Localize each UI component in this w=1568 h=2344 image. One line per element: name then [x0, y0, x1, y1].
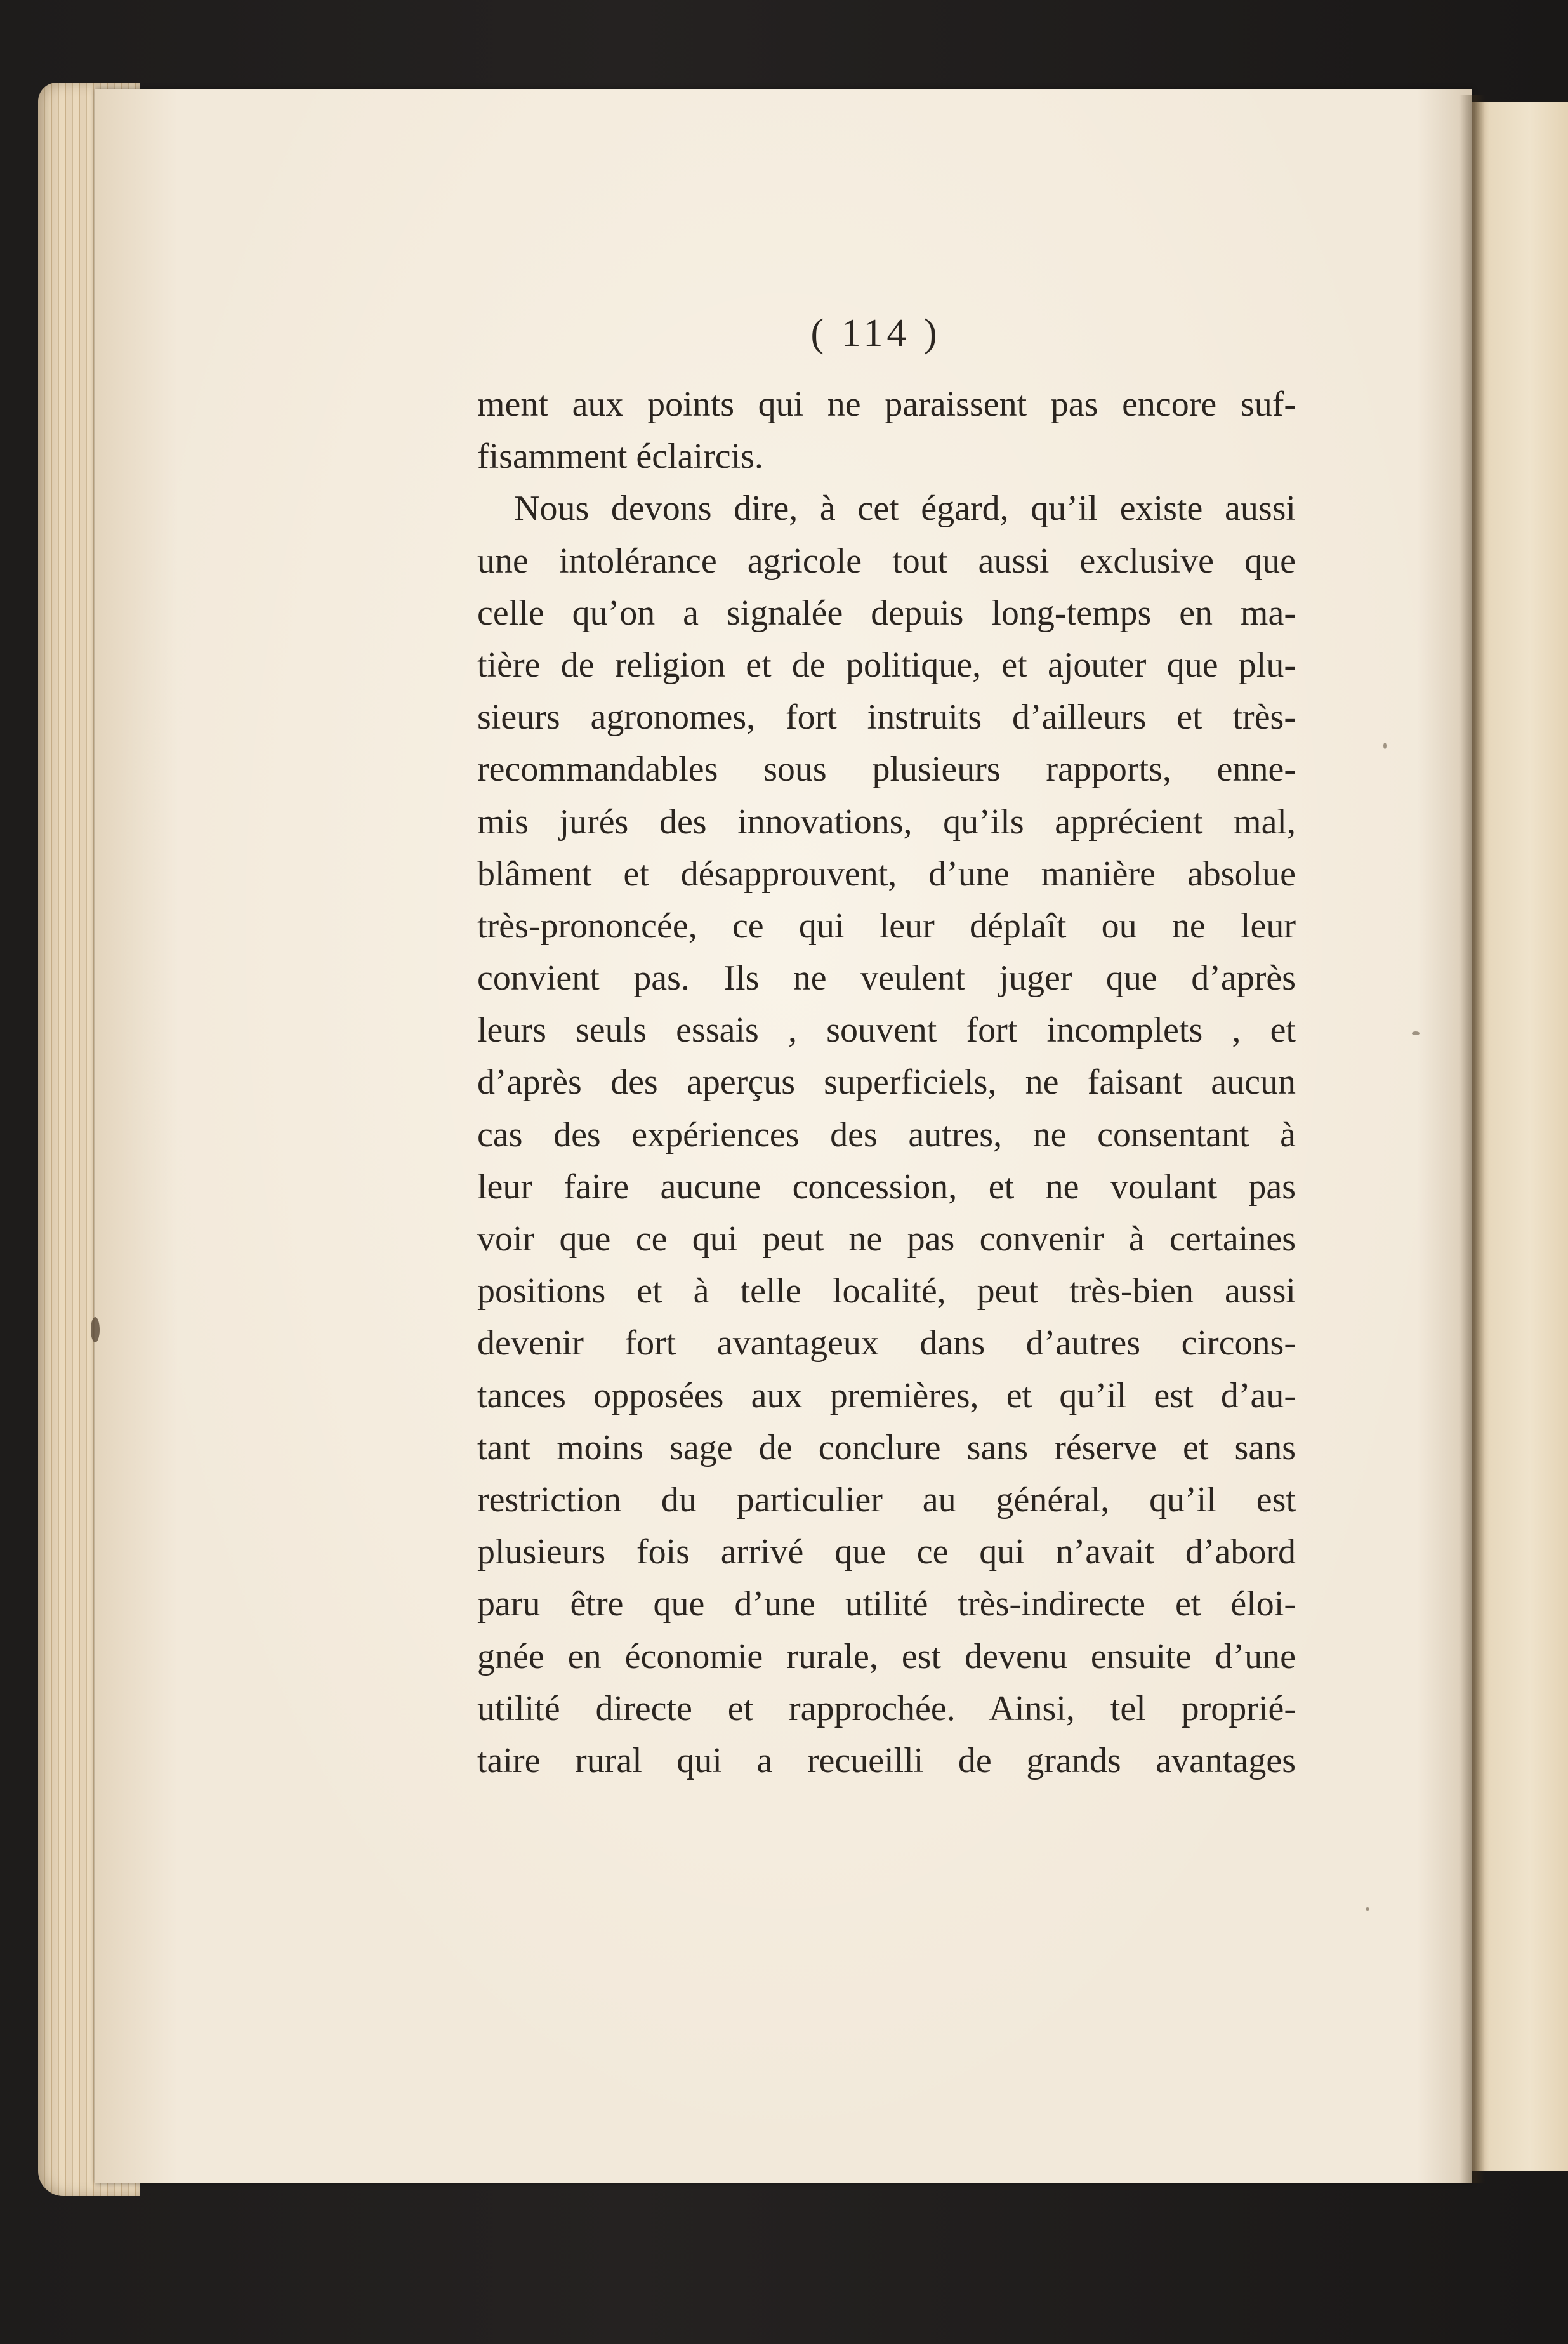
text-line: blâment et désapprouvent, d’une manière absolue: [477, 854, 1296, 894]
text-line: devenir fort avantageux dans d’autres circons-: [477, 1323, 1296, 1363]
text-line: paru être que d’une utilité très-indirecte et éloi-: [477, 1584, 1296, 1624]
text-line: leurs seuls essais , souvent fort incomplets , et: [477, 1010, 1296, 1050]
text-line: gnée en économie rurale, est devenu ensuite d’une: [477, 1636, 1296, 1676]
paper-speck: [1412, 1031, 1420, 1035]
text-line: recommandables sous plusieurs rapports, enne-: [477, 750, 1296, 790]
text-line: restriction du particulier au général, qu’il est: [477, 1480, 1296, 1520]
text-line: celle qu’on a signalée depuis long-temps en ma-: [477, 593, 1296, 633]
paper-speck: [91, 1317, 100, 1342]
text-line: une intolérance agricole tout aussi exclusive que: [477, 541, 1296, 581]
text-line: sieurs agronomes, fort instruits d’ailleurs et très-: [477, 698, 1296, 738]
text-line: tière de religion et de politique, et ajouter que plu-: [477, 645, 1296, 685]
text-line: Nous devons dire, à cet égard, qu’il existe aussi: [514, 489, 1296, 529]
gutter-shadow: [1459, 95, 1485, 2183]
text-line: tant moins sage de conclure sans réserve et sans: [477, 1427, 1296, 1467]
text-line: mis jurés des innovations, qu’ils apprécient mal,: [477, 802, 1296, 842]
text-line: cas des expériences des autres, ne consentant à: [477, 1115, 1296, 1155]
text-line: tances opposées aux premières, et qu’il est d’au-: [477, 1375, 1296, 1415]
body-text: [477, 378, 1296, 1787]
text-line: leur faire aucune concession, et ne voulant pas: [477, 1167, 1296, 1207]
text-line: positions et à telle localité, peut très-bien aussi: [477, 1271, 1296, 1311]
facing-page-edge: [1472, 102, 1568, 2171]
page-number: ( 114 ): [810, 312, 941, 355]
text-line: fisamment éclaircis.: [477, 437, 763, 477]
text-line: très-prononcée, ce qui leur déplaît ou ne leur: [477, 906, 1296, 946]
text-line: ment aux points qui ne paraissent pas encore suf-: [477, 385, 1296, 424]
paper-speck: [1366, 1907, 1369, 1911]
text-line: voir que ce qui peut ne pas convenir à certaines: [477, 1219, 1296, 1259]
text-line: utilité directe et rapprochée. Ainsi, tel proprié-: [477, 1688, 1296, 1728]
text-line: plusieurs fois arrivé que ce qui n’avait d’abord: [477, 1532, 1296, 1572]
paper-speck: [1383, 743, 1387, 749]
text-line: taire rural qui a recueilli de grands avantages: [477, 1740, 1296, 1780]
text-line: convient pas. Ils ne veulent juger que d’après: [477, 958, 1296, 998]
text-line: d’après des aperçus superficiels, ne faisant aucun: [477, 1063, 1296, 1102]
